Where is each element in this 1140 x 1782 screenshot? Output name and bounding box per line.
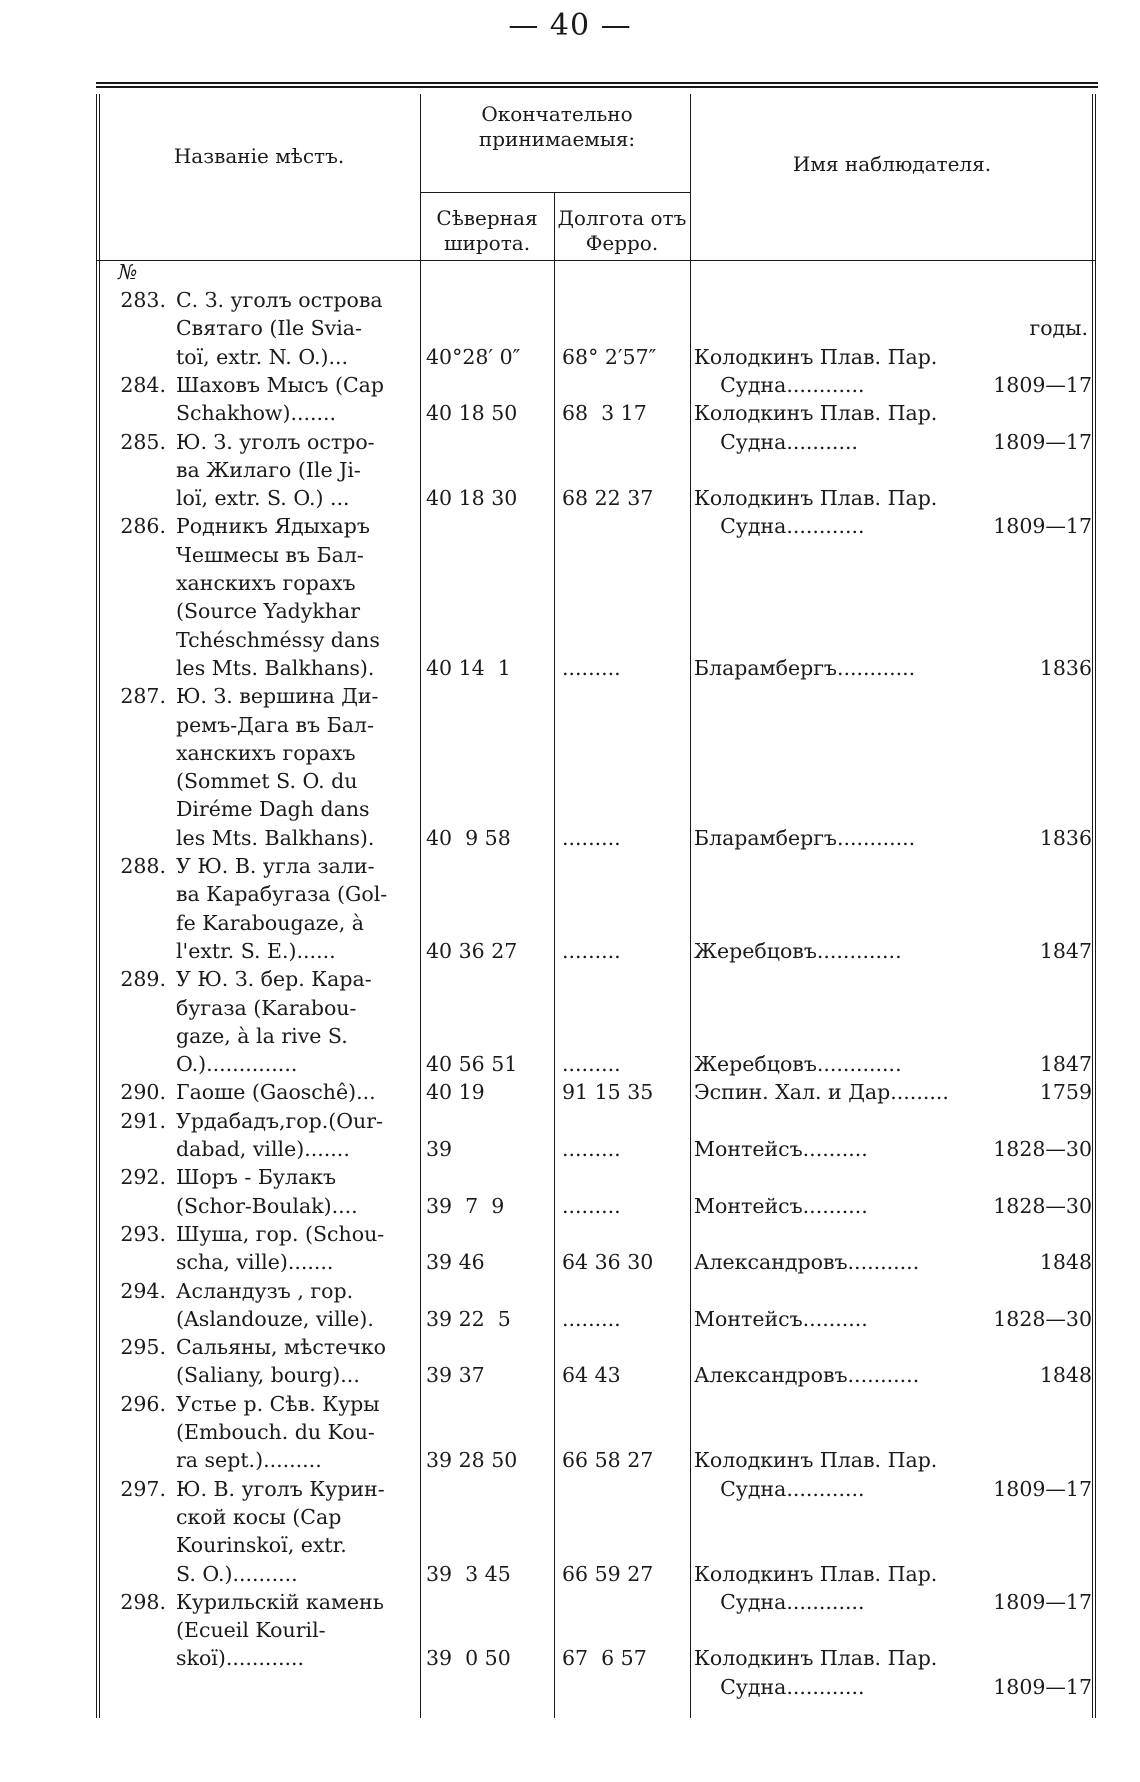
observation-years: 1836 <box>1039 655 1092 680</box>
place-name: loï, extr. S. O.) ... <box>176 486 350 511</box>
header-longitude-ferro: Долгота отъ Ферро. <box>557 206 687 255</box>
table-row <box>96 512 1098 540</box>
observer: Эспин. Хал. и Дар......... <box>694 1080 949 1105</box>
latitude: 39 <box>426 1137 453 1161</box>
table-row <box>96 1503 1098 1531</box>
table-row <box>96 1192 1098 1220</box>
latitude: 39 28 50 <box>426 1448 518 1473</box>
latitude: 39 7 9 <box>426 1193 505 1218</box>
place-name: Шаховъ Мысъ (Cap <box>176 372 384 397</box>
table-row <box>96 824 1098 852</box>
longitude: 64 43 <box>562 1363 621 1388</box>
row-number: 285. <box>120 429 166 454</box>
latitude: 39 22 5 <box>426 1306 511 1331</box>
latitude: 40 9 58 <box>426 825 511 850</box>
observation-years: 1809—17 <box>993 372 1092 397</box>
table-row <box>96 1673 1098 1701</box>
observation-years: 1828—30 <box>993 1193 1092 1218</box>
observation-years: 1836 <box>1039 825 1092 850</box>
place-name: ремъ-Дага въ Бал- <box>176 712 374 737</box>
table-row <box>96 569 1098 597</box>
observer: Александровъ........... <box>694 1250 920 1275</box>
observer: Александровъ........... <box>694 1363 920 1388</box>
place-name: Diréme Dagh dans <box>176 797 370 822</box>
place-name: O.).............. <box>176 1052 298 1077</box>
place-name: бугаза (Karabou- <box>176 995 357 1020</box>
place-name: dabad, ville)....... <box>176 1137 350 1161</box>
table-row <box>96 1107 1098 1135</box>
observer: Судна............ <box>694 1476 865 1501</box>
observer: Судна........... <box>694 429 858 454</box>
table-row <box>96 1248 1098 1276</box>
number-sign-label <box>96 258 1098 286</box>
observer: Судна............ <box>694 372 865 397</box>
longitude: 66 58 27 <box>562 1448 654 1473</box>
place-name: les Mts. Balkhans). <box>176 655 375 680</box>
table-row <box>96 343 1098 371</box>
table-row <box>96 314 1098 342</box>
table-row <box>96 880 1098 908</box>
place-name: (Schor-Boulak).... <box>176 1193 358 1218</box>
place-name: ханскихъ горахъ <box>176 571 356 595</box>
table-row <box>96 909 1098 937</box>
place-name: scha, ville)....... <box>176 1250 334 1275</box>
table-row <box>96 711 1098 739</box>
table-row <box>96 654 1098 682</box>
table-row <box>96 371 1098 399</box>
observer: Колодкинъ Плав. Пар. <box>694 1561 938 1586</box>
observer: Бларамбергъ............ <box>694 655 916 680</box>
place-name: Kourinskoï, extr. <box>176 1533 347 1558</box>
row-number: 290. <box>120 1080 166 1105</box>
header-north-latitude: Сѣверная широта. <box>436 206 538 255</box>
years-label: годы. <box>1029 316 1088 341</box>
observer: Колодкинъ Плав. Пар. <box>694 486 938 511</box>
observer: Колодкинъ Плав. Пар. <box>694 401 938 426</box>
observation-years: 1828—30 <box>993 1306 1092 1331</box>
observer: Бларамбергъ............ <box>694 825 916 850</box>
place-name: Шоръ - Булакъ <box>176 1165 337 1190</box>
place-name: ва Жилаго (Ile Ji- <box>176 457 361 482</box>
observation-years: 1828—30 <box>993 1137 1092 1161</box>
coordinates-table <box>96 82 1098 1718</box>
longitude: ......... <box>562 655 621 680</box>
table-row <box>96 1078 1098 1106</box>
table-row <box>96 1560 1098 1588</box>
place-name: ва Карабугаза (Gol- <box>176 882 388 907</box>
place-name: Schakhow)....... <box>176 401 337 426</box>
observer: Колодкинъ Плав. Пар. <box>694 344 938 369</box>
place-name: Ю. З. уголъ остро- <box>176 429 375 454</box>
row-number: 289. <box>120 967 166 992</box>
table-row <box>96 965 1098 993</box>
table-row <box>96 795 1098 823</box>
observation-years: 1809—17 <box>993 514 1092 539</box>
place-name: (Saliany, bourg)... <box>176 1363 360 1388</box>
table-row <box>96 1644 1098 1672</box>
table-row <box>96 937 1098 965</box>
longitude: 68 22 37 <box>562 486 654 511</box>
place-name: Урдабадъ,гор.(Our- <box>176 1108 383 1133</box>
row-number: 283. <box>120 288 166 312</box>
longitude: ......... <box>562 1052 621 1077</box>
observation-years: 1809—17 <box>993 1674 1092 1699</box>
observation-years: 1809—17 <box>993 429 1092 454</box>
place-name: Родникъ Ядыхаръ <box>176 514 370 539</box>
longitude: 91 15 35 <box>562 1080 654 1105</box>
place-name: Устье р. Сѣв. Куры <box>176 1391 380 1416</box>
row-number: 292. <box>120 1165 166 1190</box>
observer: Жеребцовъ............. <box>694 1052 902 1077</box>
observer: Монтейсъ.......... <box>694 1306 868 1331</box>
place-name: gaze, à la rive S. <box>176 1023 348 1048</box>
table-row <box>96 399 1098 427</box>
longitude: 67 6 57 <box>562 1646 647 1671</box>
place-name: (Sommet S. O. du <box>176 769 358 794</box>
observer: Колодкинъ Плав. Пар. <box>694 1448 938 1473</box>
place-name: Чешмесы въ Бал- <box>176 542 364 567</box>
place-name: (Source Yadykhar <box>176 599 361 624</box>
longitude: ......... <box>562 938 621 963</box>
longitude: 68° 2′57″ <box>562 344 657 369</box>
place-name: fe Karabougaze, à <box>176 910 364 935</box>
longitude: ......... <box>562 1193 621 1218</box>
observer: Монтейсъ.......... <box>694 1193 868 1218</box>
table-row <box>96 286 1098 314</box>
observer: Жеребцовъ............. <box>694 938 902 963</box>
table-row <box>96 456 1098 484</box>
table-row <box>96 1531 1098 1559</box>
observation-years: 1809—17 <box>993 1589 1092 1614</box>
observer: Колодкинъ Плав. Пар. <box>694 1646 938 1671</box>
table-row <box>96 1418 1098 1446</box>
longitude: 64 36 30 <box>562 1250 654 1275</box>
table-row <box>96 1305 1098 1333</box>
page-number: — 40 — <box>508 8 632 43</box>
observer: Судна............ <box>694 1589 865 1614</box>
table-row <box>96 1220 1098 1248</box>
header-observer: Имя наблюдателя. <box>792 152 992 176</box>
row-number: 286. <box>120 514 166 539</box>
place-name: l'extr. S. E.)...... <box>176 938 336 963</box>
place-name: (Ecueil Kouril- <box>176 1618 326 1643</box>
observer: Монтейсъ.......... <box>694 1137 868 1161</box>
row-number: 288. <box>120 854 166 878</box>
place-name: (Aslandouze, ville). <box>176 1306 374 1331</box>
row-number: 287. <box>120 684 166 709</box>
group-header-rule <box>420 192 690 193</box>
table-row <box>96 1361 1098 1389</box>
table-row <box>96 597 1098 625</box>
place-name: Гаоше (Gaoschê)... <box>176 1080 376 1105</box>
table-row <box>96 541 1098 569</box>
place-name: С. З. уголъ острова <box>176 288 383 312</box>
table-row <box>96 626 1098 654</box>
observation-years: 1809—17 <box>993 1476 1092 1501</box>
longitude: ......... <box>562 825 621 850</box>
place-name: Ю. В. уголъ Курин- <box>176 1476 385 1501</box>
observation-years: 1847 <box>1039 938 1092 963</box>
table-row <box>96 1616 1098 1644</box>
place-name: Асландузъ , гор. <box>176 1278 354 1303</box>
latitude: 40 19 <box>426 1080 485 1105</box>
observation-years: 1848 <box>1039 1363 1092 1388</box>
row-number: 297. <box>120 1476 166 1501</box>
place-name: Tchéschméssy dans <box>176 627 380 652</box>
header-accepted-group: Окончательно принимаемыя: <box>478 102 636 151</box>
longitude: ......... <box>562 1306 621 1331</box>
row-number: 291. <box>120 1108 166 1133</box>
table-row <box>96 1390 1098 1418</box>
table-row <box>96 1333 1098 1361</box>
observer: Судна............ <box>694 514 865 539</box>
observer: Судна............ <box>694 1674 865 1699</box>
longitude: ......... <box>562 1137 621 1161</box>
table-row <box>96 1163 1098 1191</box>
header-place-name: Названіе мѣстъ. <box>173 144 345 168</box>
place-name: S. O.).......... <box>176 1561 298 1586</box>
number-sign: № <box>118 260 138 284</box>
latitude: 40 18 50 <box>426 401 518 426</box>
place-name: Шуша, гор. (Schou- <box>176 1221 385 1246</box>
latitude: 39 37 <box>426 1363 485 1388</box>
place-name: Ю. З. вершина Ди- <box>176 684 379 709</box>
place-name: У Ю. В. угла зали- <box>176 854 375 878</box>
place-name: У Ю. З. бер. Кара- <box>176 967 372 992</box>
place-name: skoï)............ <box>176 1646 305 1671</box>
latitude: 40°28′ 0″ <box>426 344 521 369</box>
longitude: 66 59 27 <box>562 1561 654 1586</box>
table-row <box>96 1135 1098 1163</box>
place-name: ra sept.)......... <box>176 1448 322 1473</box>
latitude: 39 3 45 <box>426 1561 511 1586</box>
table-row <box>96 994 1098 1022</box>
latitude: 39 46 <box>426 1250 485 1275</box>
latitude: 40 14 1 <box>426 655 511 680</box>
row-number: 284. <box>120 372 166 397</box>
place-name: Сальяны, мѣстечко <box>176 1335 387 1360</box>
place-name: toï, extr. N. O.)... <box>176 344 349 369</box>
latitude: 40 18 30 <box>426 486 518 511</box>
table-row <box>96 484 1098 512</box>
latitude: 40 36 27 <box>426 938 518 963</box>
place-name: ханскихъ горахъ <box>176 740 356 765</box>
table-row <box>96 1022 1098 1050</box>
table-row <box>96 1446 1098 1474</box>
place-name: (Embouch. du Kou- <box>176 1420 375 1444</box>
table-row <box>96 767 1098 795</box>
table-row <box>96 852 1098 880</box>
table-row <box>96 739 1098 767</box>
table-row <box>96 1475 1098 1503</box>
table-row <box>96 1277 1098 1305</box>
row-number: 298. <box>120 1589 166 1614</box>
observation-years: 1847 <box>1039 1052 1092 1077</box>
table-row <box>96 682 1098 710</box>
row-number: 293. <box>120 1221 166 1246</box>
latitude: 40 56 51 <box>426 1052 518 1077</box>
row-number: 295. <box>120 1335 166 1360</box>
latitude: 39 0 50 <box>426 1646 511 1671</box>
place-name: Святаго (Ile Svia- <box>176 316 362 341</box>
table-row <box>96 1588 1098 1616</box>
table-row <box>96 1050 1098 1078</box>
table-row <box>96 428 1098 456</box>
row-number: 296. <box>120 1391 166 1416</box>
observation-years: 1759 <box>1039 1080 1092 1105</box>
place-name: ской косы (Cap <box>176 1504 342 1529</box>
row-number: 294. <box>120 1278 166 1303</box>
observation-years: 1848 <box>1039 1250 1092 1275</box>
place-name: les Mts. Balkhans). <box>176 825 375 850</box>
longitude: 68 3 17 <box>562 401 647 426</box>
place-name: Курильскій камень <box>176 1589 384 1614</box>
